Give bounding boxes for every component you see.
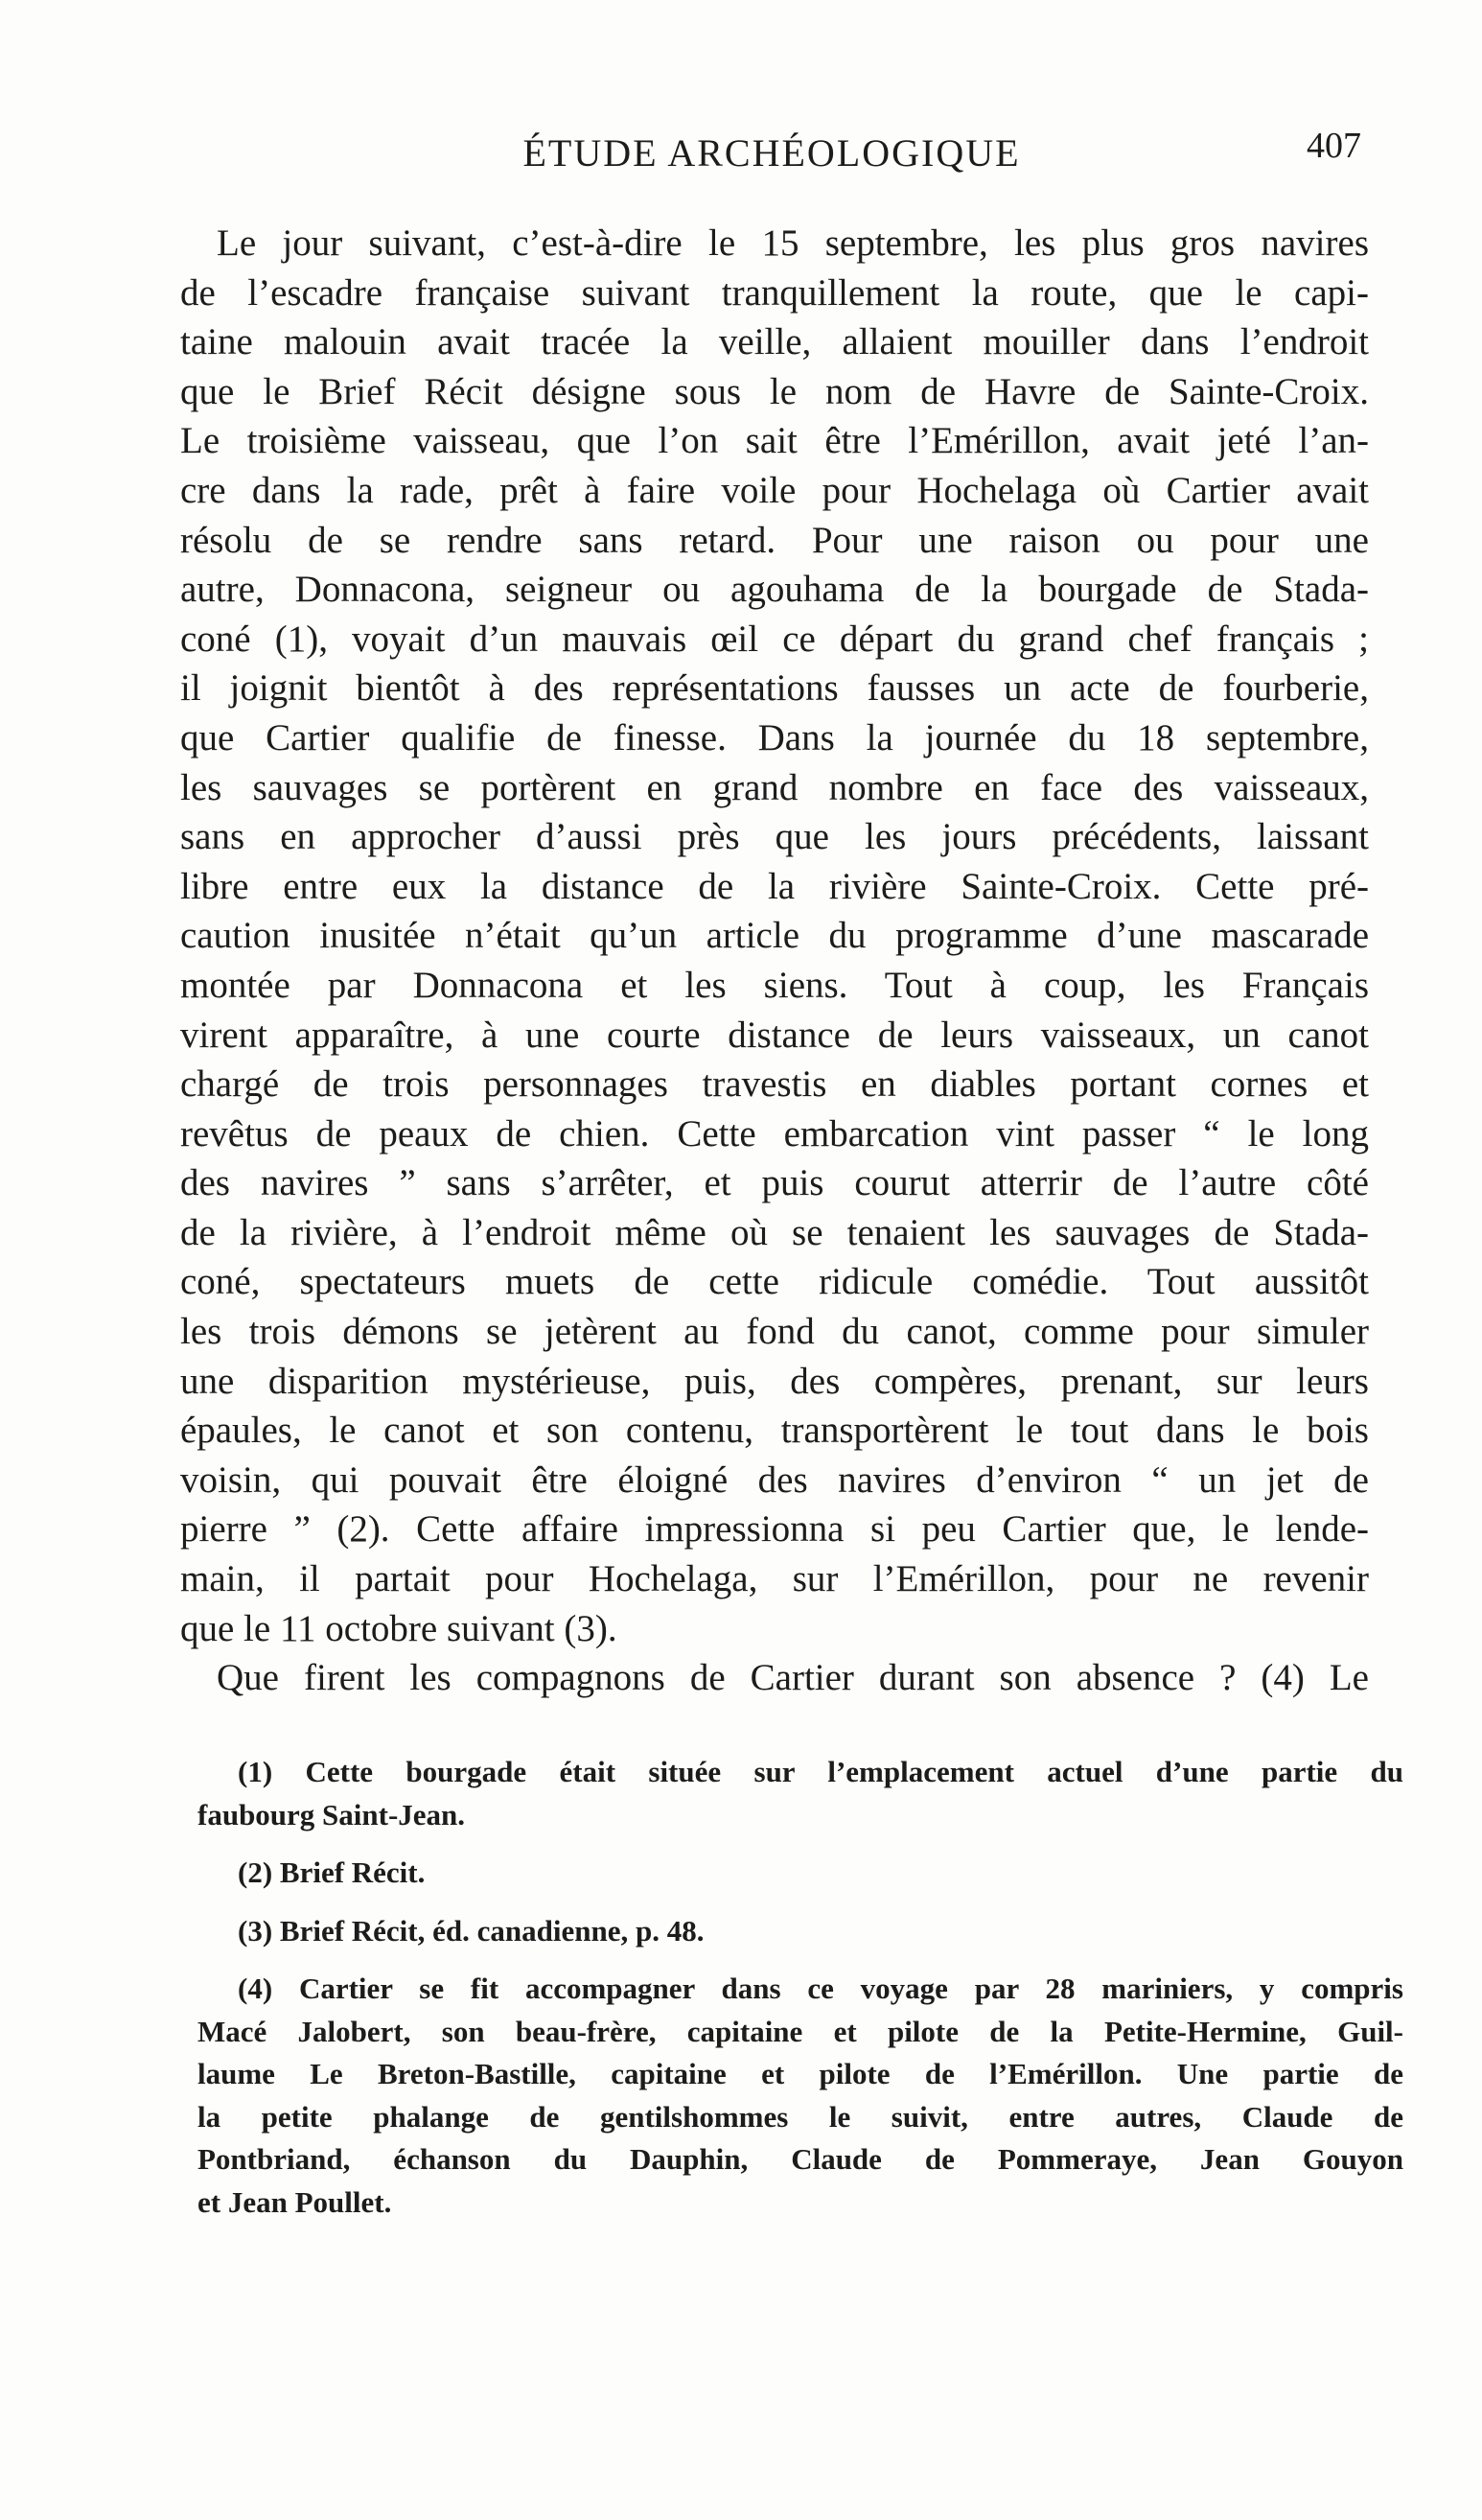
- text-line: Le jour suivant, c’est-à-dire le 15 septembre, les plus gros navires: [217, 222, 1369, 264]
- text-line: des navires ” sans s’arrêter, et puis courut atterrir de l’autre côté: [180, 1162, 1369, 1204]
- text-line: les sauvages se portèrent en grand nombre en face des vaisseaux,: [180, 766, 1369, 808]
- text-line: que le Brief Récit désigne sous le nom de Havre de Sainte-Croix.: [180, 370, 1369, 412]
- footnote-line: la petite phalange de gentilshommes le suivit, entre autres, Claude de: [197, 2099, 1403, 2134]
- page-number: 407: [1307, 126, 1361, 166]
- footnote-4: [197, 1968, 1403, 2224]
- text-line: une disparition mystérieuse, puis, des compères, prenant, sur leurs: [180, 1360, 1369, 1402]
- text-line: épaules, le canot et son contenu, transportèrent le tout dans le bois: [180, 1410, 1369, 1452]
- footnote-3: [197, 1910, 1403, 1953]
- text-line: cre dans la rade, prêt à faire voile pour Hochelaga où Cartier avait: [180, 469, 1369, 511]
- footnotes: [197, 1751, 1403, 2224]
- text-line: libre entre eux la distance de la rivière Sainte-Croix. Cette pré-: [180, 865, 1369, 907]
- footnote-2: [197, 1852, 1403, 1895]
- text-line: virent apparaître, à une courte distance de leurs vaisseaux, un canot: [180, 1014, 1369, 1056]
- footnote-1: [197, 1751, 1403, 1836]
- text-line: Le troisième vaisseau, que l’on sait être l’Emérillon, avait jeté l’an-: [180, 420, 1369, 462]
- text-line: montée par Donnacona et les siens. Tout à coup, les Français: [180, 964, 1369, 1006]
- footnote-line: (4) Cartier se fit accompagner dans ce voyage par 28 mariniers, y compris: [238, 1972, 1403, 2005]
- text-line: il joignit bientôt à des représentations fausses un acte de fourberie,: [180, 667, 1369, 710]
- text-line: revêtus de peaux de chien. Cette embarcation vint passer “ le long: [180, 1112, 1369, 1155]
- text-line: caution inusitée n’était qu’un article du programme d’une mascarade: [180, 915, 1369, 957]
- text-line: coné, spectateurs muets de cette ridicule comédie. Tout aussitôt: [180, 1261, 1369, 1303]
- running-title: ÉTUDE ARCHÉOLOGIQUE: [522, 131, 1021, 175]
- footnote-line: (3) Brief Récit, éd. canadienne, p. 48.: [238, 1913, 705, 1948]
- body-text: [180, 219, 1369, 1703]
- text-line: résolu de se rendre sans retard. Pour une raison ou pour une: [180, 519, 1369, 561]
- text-line: les trois démons se jetèrent au fond du canot, comme pour simuler: [180, 1311, 1369, 1353]
- footnote-line: faubourg Saint-Jean.: [197, 1797, 466, 1832]
- footnote-line: (2) Brief Récit.: [238, 1855, 426, 1889]
- footnote-line: laume Le Breton-Bastille, capitaine et pilote de l’Emérillon. Une partie de: [197, 2057, 1403, 2090]
- text-line: de la rivière, à l’endroit même où se tenaient les sauvages de Stada-: [180, 1211, 1369, 1253]
- text-line: chargé de trois personnages travestis en diables portant cornes et: [180, 1063, 1369, 1106]
- text-line: de l’escadre française suivant tranquillement la route, que le capi-: [180, 271, 1369, 314]
- text-line: coné (1), voyait d’un mauvais œil ce départ du grand chef français ;: [180, 618, 1369, 660]
- footnote-line: et Jean Poullet.: [197, 2184, 392, 2219]
- text-line: que le 11 octobre suivant (3).: [180, 1607, 617, 1649]
- text-line: sans en approcher d’aussi près que les jours précédents, laissant: [180, 816, 1369, 858]
- text-line: taine malouin avait tracée la veille, allaient mouiller dans l’endroit: [180, 321, 1369, 363]
- footnote-line: Pontbriand, échanson du Dauphin, Claude de Pommeraye, Jean Gouyon: [197, 2142, 1403, 2176]
- footnote-spacer: [197, 1952, 1403, 1968]
- text-line: main, il partait pour Hochelaga, sur l’Emérillon, pour ne revenir: [180, 1558, 1369, 1600]
- page-header: [182, 125, 1361, 182]
- footnote-line: Macé Jalobert, son beau-frère, capitaine et pilote de la Petite-Hermine, Guil-: [197, 2014, 1403, 2048]
- text-line: Que firent les compagnons de Cartier durant son absence ? (4) Le: [217, 1657, 1369, 1699]
- text-line: pierre ” (2). Cette affaire impressionna si peu Cartier que, le lende-: [180, 1508, 1369, 1551]
- text-line: voisin, qui pouvait être éloigné des navires d’environ “ un jet de: [180, 1458, 1369, 1501]
- text-line: que Cartier qualifie de finesse. Dans la journée du 18 septembre,: [180, 716, 1369, 758]
- footnote-line: (1) Cette bourgade était située sur l’emplacement actuel d’une partie du: [238, 1755, 1403, 1788]
- footnote-spacer: [197, 1836, 1403, 1852]
- text-line: autre, Donnacona, seigneur ou agouhama de la bourgade de Stada-: [180, 569, 1369, 611]
- footnote-spacer: [197, 1895, 1403, 1910]
